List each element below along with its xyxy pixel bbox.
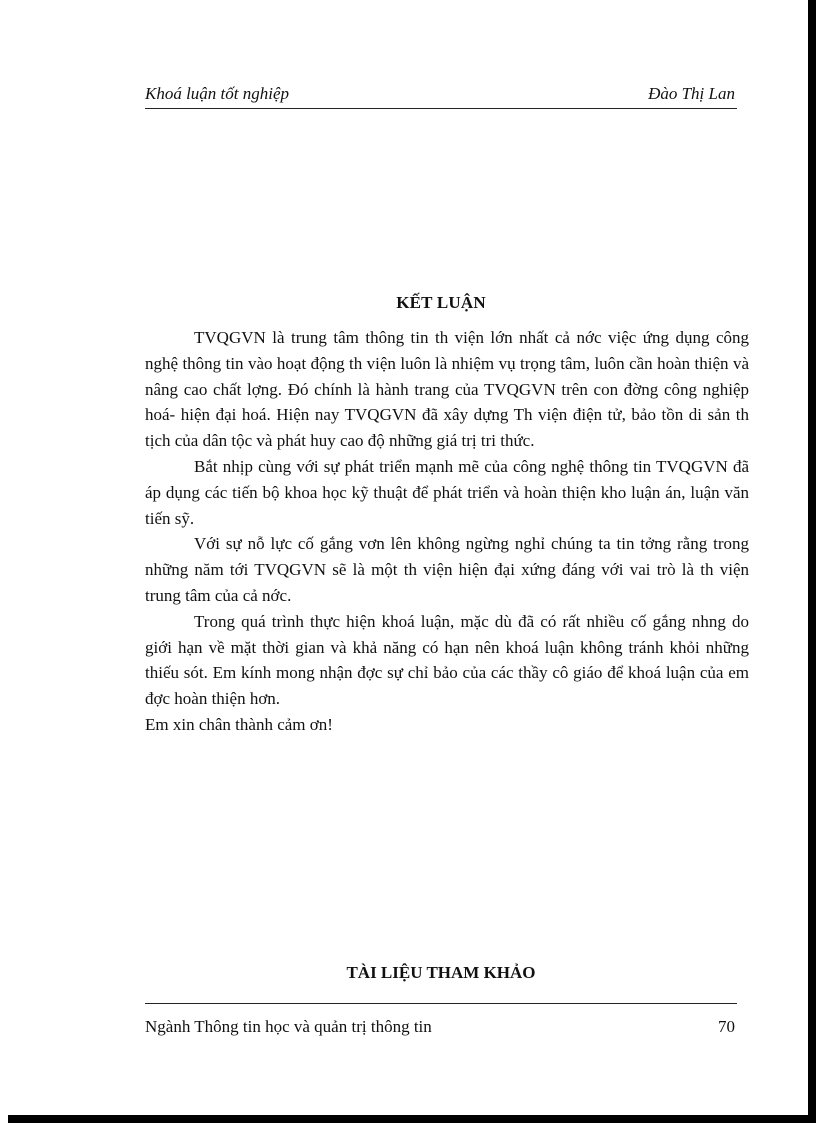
footer-department: Ngành Thông tin học và quản trị thông tin bbox=[145, 1017, 432, 1036]
conclusion-paragraph-3: Với sự nỗ lực cố gắng vơn lên không ngừng nghỉ chúng ta tin tởng rằng trong những năm tới TVQGVN sẽ là một th viện hiện đại xứng đáng với vai trò là th viện trung tâm của cả nớc. bbox=[145, 534, 749, 605]
conclusion-title: KẾT LUẬN bbox=[396, 293, 486, 312]
conclusion-body bbox=[145, 325, 749, 738]
page-shadow-right bbox=[808, 0, 816, 1123]
conclusion-paragraph-2: Bắt nhịp cùng với sự phát triển mạnh mẽ của công nghệ thông tin TVQGVN đã áp dụng các tiến bộ khoa học kỹ thuật để phát triển và hoàn thiện kho luận án, luận văn tiến sỹ. bbox=[145, 456, 749, 528]
conclusion-paragraph-4: Trong quá trình thực hiện khoá luận, mặc dù đã có rất nhiều cố gắng nhng do giới hạn về mặt thời gian và khả năng có hạn nên khoá luận không tránh khỏi những thiếu sót. Em kính mong nhận đợc sự chỉ bảo của các thầy cô giáo để khoá luận của em đợc hoàn thiện hơn. bbox=[145, 611, 749, 709]
header-author-name: Đào Thị Lan bbox=[648, 84, 735, 103]
page-header bbox=[145, 84, 737, 109]
page-shadow-bottom bbox=[8, 1115, 816, 1123]
header-thesis-label: Khoá luận tốt nghiệp bbox=[145, 84, 290, 103]
conclusion-closing-line: Em xin chân thành cảm ơn! bbox=[145, 714, 333, 734]
conclusion-paragraph-1: TVQGVN là trung tâm thông tin th viện lớn nhất cả nớc việc ứng dụng công nghệ thông tin vào hoạt động th viện luôn là nhiệm vụ trọng tâm, luôn cần hoàn thiện và nâng cao chất lợng. Đó chính là hành trang của TVQGVN trên con đờng công nghiệp hoá- hiện đại hoá. Hiện nay TVQGVN đã xây dựng Th viện điện tử, bảo tồn di sản th tịch của dân tộc và phát huy cao độ những giá trị tri thức. bbox=[145, 328, 749, 451]
references-title: TÀI LIỆU THAM KHẢO bbox=[346, 963, 536, 982]
footer-divider bbox=[145, 1003, 737, 1004]
page-number: 70 bbox=[718, 1017, 735, 1036]
